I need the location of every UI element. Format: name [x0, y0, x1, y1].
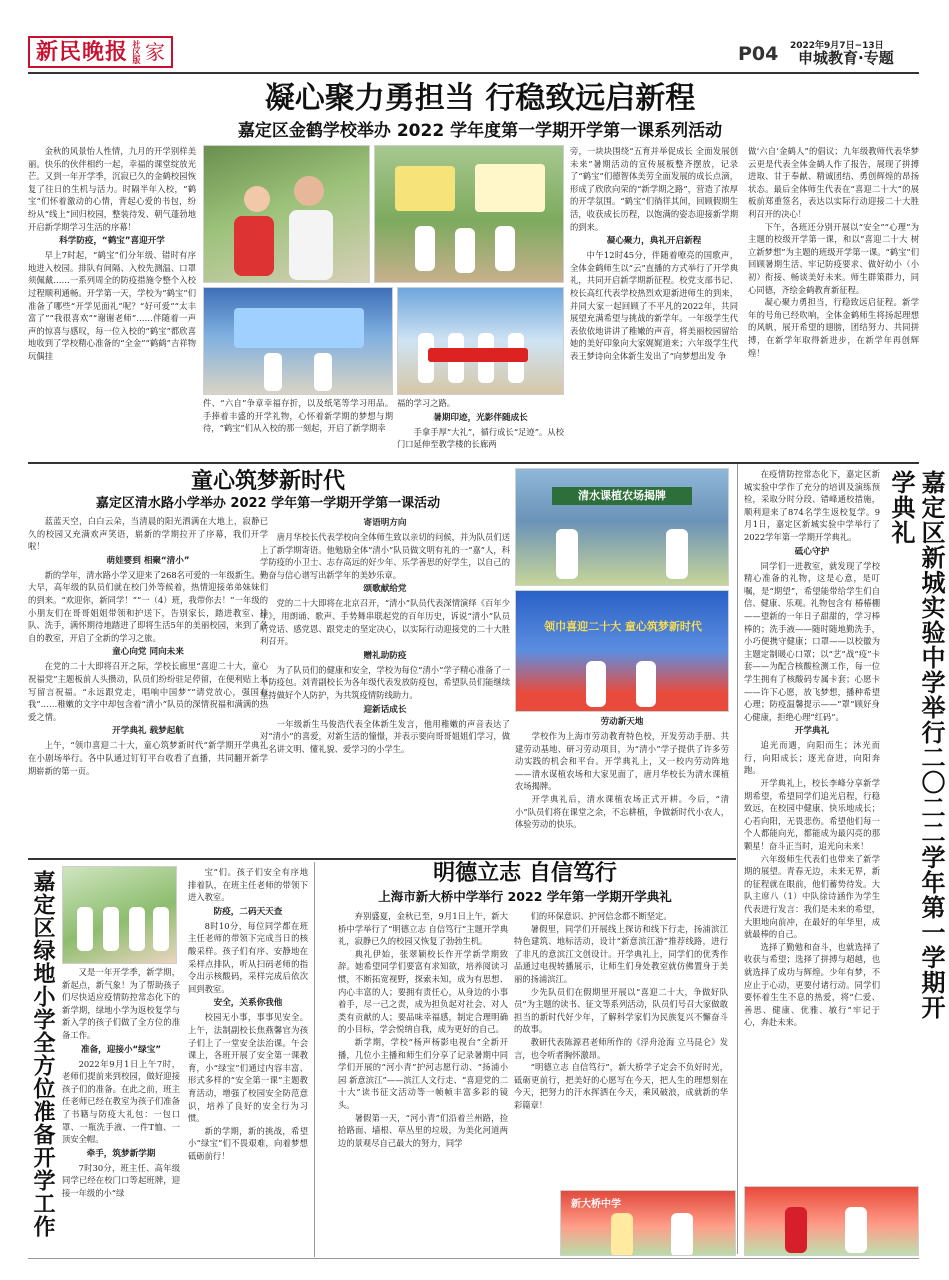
a2-title: 童心筑梦新时代	[190, 469, 345, 494]
a1-heading: 凝心聚力，典礼开启新程	[606, 236, 702, 247]
article-paragraph: 暑假里，同学们开展线上探访和线下行走，扬浦滨江特色建筑、地标活动，设计“新意滨江游”推荐线路，进行了非凡的意滨江文创设计。开学典礼上，同学们的优秀作品通过电视转播展示，让师生们身处教室就仿佛置身于美丽的扬浦滨江。	[514, 923, 728, 984]
article-paragraph: 典礼伊始，张翠颖校长作开学新学期致辞。她希望同学们要富有求知欲，培养阅读习惯，不断拓宽视野，探索未知，成为有思想、内心丰富的人；要拥有责任心，从身边的小事着手，尽一己之责，成为担负起对社会、对人类有贡献的人；要品味幸福感，制定合理明确的小目标，学会悦纳自我，成为更好的自己。	[338, 948, 508, 1035]
section-heading: 劳动新天地	[600, 717, 644, 727]
a1-heading: 科学防疫，“鹤宝”喜迎开学	[59, 236, 165, 247]
page-number: P04	[738, 43, 779, 65]
section-heading: 准备，迎接小“绿宝”	[80, 1044, 162, 1055]
logo-text: 新民晚报	[36, 38, 129, 65]
a4-subtitle: 上海市新大桥中学举行 2022 学年第一学期开学典礼	[378, 889, 672, 904]
section-heading: 迎新话成长	[363, 704, 407, 715]
a3-body	[744, 468, 880, 1029]
article-paragraph: 又是一年开学季，新学期，新起点，新气象！为了帮助孩子们尽快适应疫情防控常态化下的新学期，绿地小学为返校复学与新入学的孩子们做了全方位的准备工作。	[62, 967, 180, 1040]
section-name: 申城教育·专题	[798, 49, 894, 67]
article-paragraph: 党的二十大即将在北京召开，“清小”队员代表深情演绎《百年少年》，用朗诵、歌声、手势舞串联起党的百年历史，诉说“清小”队员听党话、感党恩、跟党走的坚定决心，以实际行动迎接党的二十大胜利召开。	[260, 598, 510, 647]
a3-title: 嘉定区新城实验中学举行二〇二二学年第一学期开学典礼	[887, 470, 945, 1020]
a3-divider	[737, 464, 738, 1254]
a1-subtitle: 嘉定区金鹤学校举办 2022 学年度第一学期开学第一课系列活动	[237, 121, 723, 141]
issue-date: 2022年9月7日−13日	[790, 41, 884, 51]
article-paragraph: 开学典礼上，校长李峰分享新学期希望，希望同学们追光启程，行稳致远，在校园中健康、快乐地成长；心若向阳，无畏悲伤。希望他们每一个人都能向光，都能成为最闪亮的那颗星！奋斗正当时，追光向未来！	[744, 778, 880, 852]
section-heading: 安全，关系你我他	[213, 998, 283, 1009]
article-paragraph: 在党的二十大即将召开之际，学校长廊里“喜迎二十大，童心祝福党”主题板前人头攒动，队员们纷纷驻足停留，在便利贴上书写留言祝福。“永远跟党走，唱响中国梦”“请党放心，强国有我”……稚嫩的文字中却包含着“清小”队员的深情祝福和满满的热爱之情。	[28, 661, 268, 722]
a1-col2	[203, 397, 393, 435]
a1-photo-board	[374, 145, 564, 283]
article-paragraph: 上午，“领巾喜迎二十大，童心筑梦新时代”新学期开学典礼在小剧场举行。各中队通过钉钉平台收看了直播，共同翻开新学期崭新的第一页。	[28, 740, 268, 776]
a2-col1	[28, 515, 268, 777]
a1-photo-ceremony	[397, 287, 564, 395]
section-heading: 童心向党 同向未来	[112, 647, 184, 658]
a4-col2	[514, 910, 728, 1112]
a1-para: 中午12时45分，伴随着嘹亮的国歌声，全体金鹤师生以“云”直播的方式举行了开学典礼，共同开启新学期新征程。校党支部书记、校长高红代表学校热烈欢迎新进师生的到来，并同大家一起回顾了不平凡的2022年，共同展望充满希望与挑战的新学年。一年级学生代表依依地讲讲了稚嫩的声音，将美丽校园留给她的美好印象向大家娓娓道来；六年级学生代表王梦诗向全体新生发出了“向梦想出发 争	[570, 250, 738, 361]
a1-para: 件、“六自”争章幸福存折，以及纸笔等学习用品。手捧着丰盛的开学礼物，心怀着新学期的梦想与期待，“鹤宝”们从入校的那一刻起，开启了新学期幸	[203, 398, 393, 434]
section-heading: 防疫，二码天天查	[213, 906, 283, 917]
article-paragraph: 宝”们。孩子们安全有序地排着队，在班主任老师的带领下进入教室。	[188, 867, 308, 903]
article-paragraph: 2022年9月1日上午7时，老师们提前来到校园，做好迎接孩子们的准备。在此之前，班主任老师已经在教室为孩子们准备了书籍与防疫大礼包：一包口罩、一瓶洗手液、一件T恤、一顶安全帽。	[62, 1058, 180, 1145]
article-paragraph: 开学典礼后，清水课植农场正式开耕。今后，“清小”队员们将在课堂之余，不忘耕植，争做新时代小农人，体验劳动的快乐。	[515, 793, 729, 830]
a2-subtitle: 嘉定区清水路小学举办 2022 学年第一学期开学第一课活动	[95, 496, 441, 511]
article-paragraph: “明德立志 自信笃行”，新大桥学子定会不负好时光，砥砺更前行，把美好的心愿写在今天，把人生的理想刻在今天，把努力的汗水挥洒在今天，乘风破浪，成就新的华彩篇章！	[514, 1062, 728, 1110]
a2-col3	[515, 714, 729, 831]
article-paragraph: 少先队员们在假期里开展以“喜迎二十大，争做好队员”为主题的读书、征文等系列活动，队员们号召大家做敢担当的新时代好少年，了解科学家们为民族复兴不懈奋斗的故事。	[514, 986, 728, 1035]
a3-photo	[744, 1186, 919, 1256]
a1-para: 金秋的风景怡人性情，九月的开学别样美丽。快乐的伙伴相约一起，幸福的课堂绽放光芒。又到一年开学季，沉寂已久的金鹤校园恢复了往日的生机与活力。时隔半年入校，“鹤宝”们怀着激动的心情，背起心爱的书包，纷纷从“线上”回归校园，整装待发、朝气蓬勃地开启新学期学习生活的序幕！	[28, 146, 196, 232]
a2-photo-stage	[515, 590, 729, 712]
a5-col2	[188, 866, 308, 1162]
article-paragraph: 校园无小事，事事见安全。上午，法制副校长焦燕馨官为孩子们上了一堂安全法治课。午会课上，各班开展了安全第一课教育，小“绿宝”们通过内容丰富、形式多样的“安全第一课”主题教育活动，增强了校园安全防范意识，培养了良好的安全行为习惯。	[188, 1012, 308, 1124]
masthead	[0, 0, 949, 70]
a4-photo	[560, 1190, 736, 1256]
a4-col1	[338, 910, 508, 1149]
a1-para: 下午，各班还分别开展以“安全”“心理”为主题的校级开学第一课，和以“喜迎二十大 树立新梦想”为主题的班级开学第一课。“鹤宝”们回顾暑期生活、牢记防疫要求、做好幼小（小初）衔接、畅谈美好未来。师生群策群力，同心同德，齐绘金鹤教育新征程。	[748, 221, 919, 295]
a1-col4	[570, 145, 738, 363]
article-paragraph: 新的学年，清水路小学又迎来了268名可爱的一年级新生。一大早，高年级的队员们就在校门外等候着，热情迎接弟弟妹妹们的到来。“欢迎你，新同学！”“一（4）班，我带你去！”一年级的小朋友们在哥哥姐姐带领和护送下，告别家长，踏进教室、排队、洗手，满怀期待地踏进了即将生活5年的美丽校园，来到了各自的教室，开启了全新的学习之旅。	[28, 569, 268, 643]
a1-photo-gift	[203, 145, 370, 283]
a1-para: 旁，一块块围绕“五育并举促成长 全面发展创未来”暑期活动的宣传展板整齐摆放，记录了“鹤宝”们德智体美劳全面发展的成长点滴，形成了欣欣向荣的“新学期之路”，营造了浓厚的开学氛围。“鹤宝”们徜徉其间，回顾假期生活，收获成长历程，以饱满的姿态迎接新学期的到来。	[570, 146, 738, 232]
a4-banner-text: 新大桥中学	[571, 1199, 621, 1210]
article-paragraph: 8时10分，每位同学都在班主任老师的带领下完成当日的核酸采样。孩子们有序、安静地在采样点排队，听从扫码老师的指令出示核酸码，采样完成后依次回到教室。	[188, 920, 308, 994]
a4-title: 明德立志 自信笃行	[433, 861, 617, 886]
a1-col1	[28, 145, 196, 363]
section-heading: 砥心守护	[794, 546, 830, 557]
article-paragraph: 暑假第一天，“河小青”们沿着兰州路，捡拾路面、墙根、草丛里的垃圾，为美化河道两边的景观尽自己最大的努力，同学	[338, 1112, 508, 1148]
article-paragraph: 一年级新生马俊浩代表全体新生发言，他用稚嫩的声音表达了对“清小”的喜爱，对新生活的憧憬，并表示要向哥哥姐姐们学习，做一名讲文明、懂礼貌、爱学习的小学生。	[260, 718, 510, 754]
article-paragraph: 教研代表陈源君老师所作的《浮舟沧海 立马昆仑》发言，也令听者胸怀激昂。	[514, 1036, 728, 1060]
article-paragraph: 选择了勤勉和奋斗，也就选择了收获与希望；选择了拼搏与超越，也就选择了成功与辉煌。少年有梦，不应止于心动，更要付诸行动。同学们要怀着生生不息的热爱，将“仁爱、善思、健康、优雅、敏行”牢记于心，奔赴未来。	[744, 941, 880, 1028]
a1-para: 福的学习之路。	[397, 398, 456, 408]
a5-divider	[314, 862, 315, 1257]
article-paragraph: 新学期，学校“杨声杨影电视台”全新开播，几位小主播和师生们分享了记录暑期中同学们开展的“河小青”护河志愿行动、“扬浦小园 新意滨江”——滨江人文行走、“喜迎党的二十大”读书征文活动等一帧帧丰富多彩的镜头。	[338, 1036, 508, 1110]
newspaper-logo	[28, 36, 173, 68]
a1-photo-stage	[203, 287, 393, 395]
article-paragraph: 六年级师生代表们也带来了新学期的展望。青春无边，未来无界，新的征程就在眼前，他们蓄势待发。大队主席八（1）中队徐诗涵作为学生代表进行发言：我们是未来的希望，大胆地向前冲，在最好的年华里，成就最棒的自己。	[744, 853, 880, 940]
a2-board-text: 清水课植农场揭牌	[552, 487, 692, 505]
a1-para: 做‘六自’金鹤人”的倡议；九年级教师代表华梦云更是代表全体金鹤人作了报告，展现了拼搏进取、甘于奉献、精诚团结、勇创辉煌的昂扬状态。最后全体师生代表在“喜迎二十大”的展板前郑重签名，表达以实际行动迎接二十大胜利召开的决心！	[748, 146, 919, 219]
a1-para: 凝心聚力勇担当，行稳致远启征程。新学年的号角已经吹响，全体金鹤师生将扬起理想的风帆，展开希望的翅膀，团结努力、共同拼搏，在新学年取得新进步，在新学年再创辉煌！	[748, 297, 919, 358]
a2-photo-board	[515, 468, 729, 586]
article-paragraph: 在疫情防控常态化下，嘉定区新城实验中学作了充分的培训及演练预检，采取分时分段、错峰通校措施，顺利迎来了874名学生返校复学。9月1日，嘉定区新城实验中学举行了2022学年第一学期开学典礼。	[744, 469, 880, 542]
a5-photo	[62, 866, 177, 964]
article-paragraph: 唐月华校长代表学校向全体师生致以亲切的问候，并为队员们送上了新学期寄语。他勉励全体“清小”队员做文明有礼的一“嘉”人，科学防疫的小卫士、志存高远的好少年、乐学善思的好学生，以自己的勤奋与信心谱写出新学年的美妙乐章。	[260, 532, 510, 580]
article-paragraph: 为了队员们的健康和安全，学校为每位“清小”学子精心准备了一个防疫包。刘青副校长为各年级代表发放防疫包，希望队员们能继续坚持做好个人防护，为共筑疫情防线助力。	[260, 664, 510, 700]
article-paragraph: 们的环保意识、护河信念都不断坚定。	[530, 911, 672, 921]
section-heading: 寄语明方向	[363, 518, 407, 528]
article-paragraph: 追光而遇，向阳而生；沐光而行，向阳成长；逐光奋进，向阳奔跑。	[744, 740, 880, 776]
page-bottom-rule	[28, 1258, 919, 1259]
section-heading: 开学典礼	[794, 726, 830, 737]
a1-para: 早上7时起，“鹤宝”们分年级、错时有序地进入校园。排队有间隔、入校先测温、口罩须佩戴……一系列周全的防疫措施令整个入校过程顺利通畅。开学第一天，学校为“鹤宝”们准备了哪些“开学见面礼”呢？“好可爱”“太丰富了”“我很喜欢”“谢谢老师”……伴随着一声声的惊喜与感叹，每一位入校的“鹤宝”都欣喜地收到了学校精心准备的“全金”“鹤鹤”吉祥物玩偶挂	[28, 250, 196, 361]
article-paragraph: 7时30分，班主任、高年级同学已经在校门口等起班牌，迎接一年级的小“绿	[62, 1162, 180, 1198]
section-heading: 颂歌献给党	[363, 584, 407, 595]
a2-col2	[260, 515, 510, 755]
a1-col3	[397, 397, 564, 451]
a5-title: 嘉定区绿地小学全方位准备开学工作	[30, 870, 55, 1238]
a1-bottom-rule	[28, 462, 919, 464]
a2-stage-text: 领巾喜迎二十大 童心筑梦新时代	[544, 620, 702, 633]
a1-col5	[748, 145, 919, 359]
a5-col1	[62, 966, 180, 1200]
article-paragraph: 学校作为上海市劳动教育特色校，开发劳动手册、共建劳动基地、研习劳动项目，为“清小”学子提供了许多劳动实践的机会和平台。开学典礼上，又一校内劳动阵地——清水谋植农场和大家见面了，唐月华校长为清水课植农场揭牌。	[515, 731, 729, 792]
a1-para: 手拿手厚“大礼”，循行成长“足迹”。从校门口延伸至教学楼的长廊两	[397, 426, 564, 450]
article-paragraph: 弃别盛夏，金秋已至，9月1日上午，新大桥中学举行了“明德立志 自信笃行”主题开学典礼，寂静已久的校园又恢复了勃勃生机。	[338, 911, 508, 947]
edition-label: 社区版	[132, 40, 142, 64]
section-heading: 牵手，筑梦新学期	[86, 1148, 156, 1159]
a1-title: 凝心聚力勇担当 行稳致远启新程	[264, 81, 696, 116]
section-heading: 开学典礼 载梦起航	[112, 726, 184, 737]
article-paragraph: 蓝蓝天空，白白云朵，当清晨的阳光洒满在大地上，寂静已久的校园又充满欢声笑语，崭新的学期拉开了序幕，我们开学啦！	[28, 516, 268, 552]
article-paragraph: 同学们一进教室，就发现了学校精心准备的礼物，这是心意，是叮嘱，是“期望”，希望能带给学生们自信、健康、乐观。礼物包含有 椿椿棚——望新的一年日子甜甜的，学习棒棒的；洗手液——随时随地勤洗手，小巧便携守健康；口罩——以校徽为主题定制暖心口罩；以“艺”战“疫”卡套——为配合核酸检测工作，每一位学生拥有了核酸码专属卡套；心愿卡——许下心愿，放飞梦想，播种希望心理；防疫温馨提示——“罩”顾好身心健康，拒绝心理“红码”。	[744, 560, 880, 722]
logo-seal: 家	[145, 39, 166, 64]
section-heading: 赠礼助防疫	[363, 650, 407, 661]
masthead-rule	[28, 72, 919, 74]
article-paragraph: 新的学期，新的挑战，希望小“绿宝”们不畏艰难，向着梦想砥砺前行！	[188, 1125, 308, 1161]
section-heading: 萌娃婴到 相聚“清小”	[106, 555, 190, 566]
a1-heading: 暑期印迹，光影伴随成长	[433, 412, 528, 423]
